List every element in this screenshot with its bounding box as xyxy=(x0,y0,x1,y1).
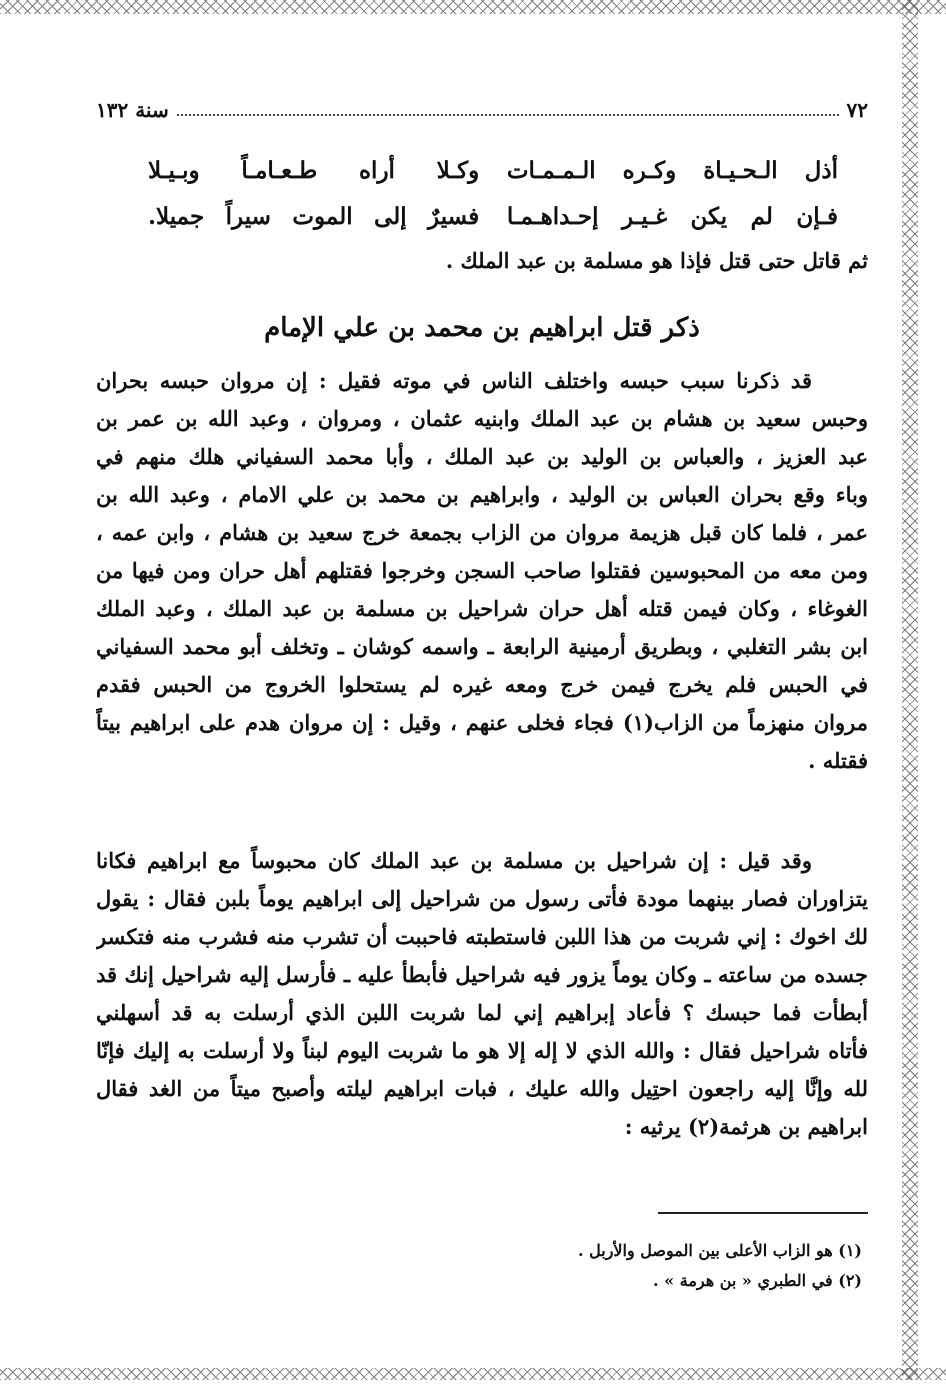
header-dotted-leader xyxy=(177,113,839,116)
running-header xyxy=(96,88,868,122)
text-line: عبد العزيز ، والعباس بن الوليد بن عبد الملك ، وأبا محمد السفياني هلك منهم في xyxy=(96,444,868,469)
text-line: لله وإنَّا إليه راجعون احتِيل والله عليك ، فبات ابراهيم ليلته وأصبح ميتاً من الغد فقال xyxy=(96,1076,868,1101)
text-line: فأتاه شراحيل فقال : والله الذي لا إله إلا هو ما شربت اليوم لبناً ولا أرسلت به إليك فإنّا xyxy=(96,1038,868,1063)
text-line: وقد قيل : إن شراحيل بن مسلمة بن عبد الملك كان محبوساً مع ابراهيم فكانا xyxy=(96,848,812,873)
poem-verse xyxy=(148,194,838,240)
page xyxy=(96,88,868,1358)
poem-second-hemistich: وكـلا أراه طـعـامـاً وبـيـلا xyxy=(148,157,480,184)
text-line: وباء وقع بحران العباس بن الوليد ، وابراهيم بن محمد بن علي الامام ، وعبد الله بن xyxy=(96,482,868,507)
text-line: في الحبس فلم يخرج فيمن خرج ومعه غيره لم يستحلوا الخروج من الحبس فقدم xyxy=(96,672,868,697)
decorative-border-top xyxy=(0,0,946,14)
text-line: عمر ، فلما كان قبل هزيمة مروان من الزاب بجمعة خرج سعيد بن هشام ، وابن عمه ، xyxy=(96,520,868,545)
text-line: أبطأت فما حبسك ؟ فأعاد إبراهيم إني لما شربت اللبن الذي أرسلت به قد أسهلني xyxy=(96,1000,868,1025)
poem xyxy=(148,148,838,240)
text-line: الغوغاء ، وكان فيمن قتله أهل حران شراحيل بن مسلمة بن عبد الملك ، وعبد الملك xyxy=(96,596,868,621)
page-number: ٧٢ xyxy=(846,98,868,122)
header-year: سنة ١٣٢ xyxy=(96,98,169,122)
text-line: ابراهيم بن هرثمة(٢) يرثيه : xyxy=(624,1114,868,1139)
footnotes xyxy=(96,1236,862,1296)
footnote-separator xyxy=(658,1212,868,1214)
poem-second-hemistich: فسيرٌ إلى الموت سيراً جميلا. xyxy=(148,203,480,230)
text-line: فقتله . xyxy=(808,748,868,773)
text-line: مروان منهزماً من الزاب(١) فجاء فخلى عنهم ، وقيل : إن مروان هدم على ابراهيم بيتاً xyxy=(96,710,868,735)
text-line: يتزاوران فصار بينهما مودة فأتى رسول من شراحيل إلى ابراهيم يوماً بلبن فقال : يقول xyxy=(96,886,868,911)
poem-first-hemistich: فـإن لم يكن غـيـر إحـداهـمـا xyxy=(506,203,838,230)
text-line: قد ذكرنا سبب حبسه واختلف الناس في موته فقيل : إن مروان حبسه بحران xyxy=(96,368,812,393)
section-heading: ذكر قتل ابراهيم بن محمد بن علي الإمام xyxy=(264,313,700,343)
text-line: وحبس سعيد بن هشام بن عبد الملك وابنيه عثمان ، ومروان ، وعبد الله بن عمر بن xyxy=(96,406,868,431)
text-line: ابن بشر التغلبي ، وبطريق أرمينية الرابعة ـ واسمه كوشان ـ وتخلف أبو محمد السفياني xyxy=(96,634,868,659)
text-line: ومن معه من المحبوسين فقتلوا صاحب السجن وخرجوا فقتلهم أهل حران ومن فيها من xyxy=(96,558,868,583)
text-line: لك اخوك : إني شربت من هذا اللبن فاستطبته فاحببت أن تشرب منه فشرب منه فتكسر xyxy=(96,924,868,949)
poem-verse xyxy=(148,148,838,194)
paragraph-2 xyxy=(96,842,868,1146)
paragraph-1 xyxy=(96,362,868,780)
footnote: (٢) في الطبري « بن هرمة » . xyxy=(653,1271,862,1290)
footnote: (١) هو الزاب الأعلى بين الموصل والأربل . xyxy=(577,1241,862,1260)
poem-first-hemistich: أذل الـحـيـاة وكـره الـمـمـات xyxy=(506,157,838,184)
text-line: جسده من ساعته ـ وكان يوماً يزور فيه شراحيل فأبطأ عليه ـ فأرسل إليه شراحيل إنك قد xyxy=(96,962,868,987)
after-poem-line: ثم قاتل حتى قتل فإذا هو مسلمة بن عبد الملك . xyxy=(445,248,868,273)
decorative-border-bottom xyxy=(0,1368,946,1380)
decorative-border-right xyxy=(902,0,918,1380)
